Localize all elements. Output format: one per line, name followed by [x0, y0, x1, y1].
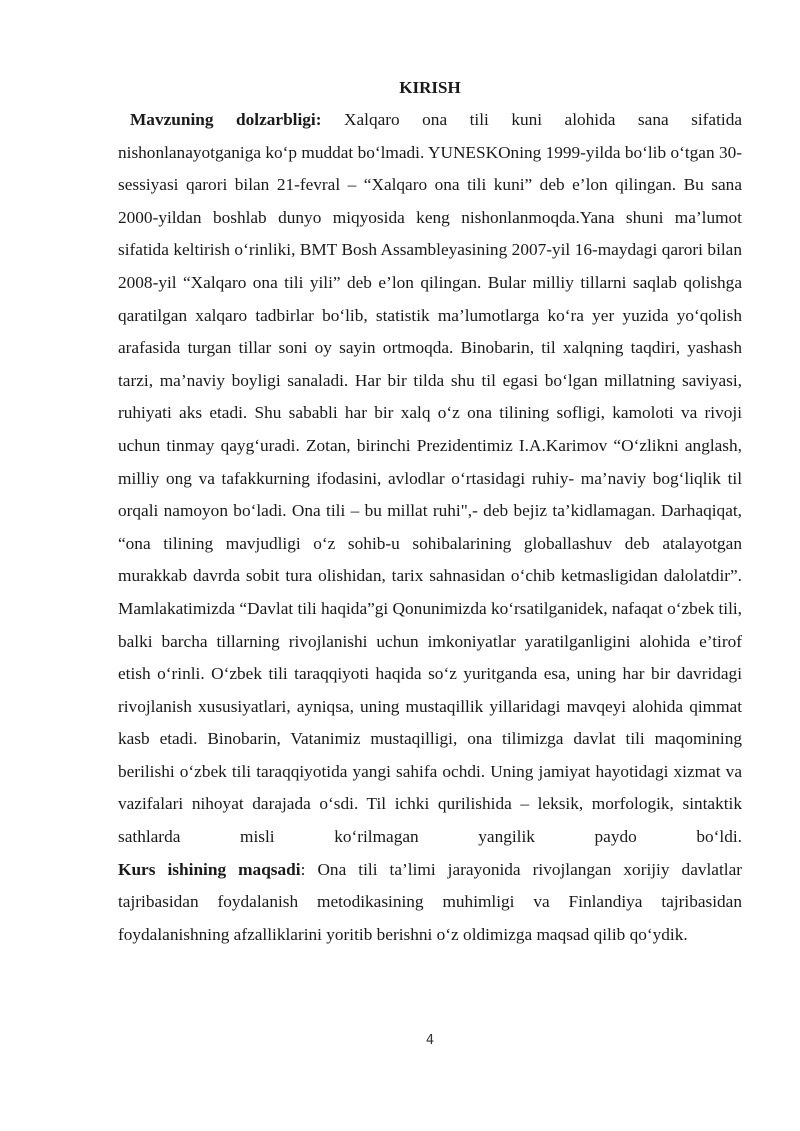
relevance-lead: Mavzuning dolzarbligi: — [130, 110, 322, 129]
purpose-paragraph — [118, 854, 742, 952]
relevance-text: Xalqaro ona tili kuni alohida sana sifatida nishonlanayotganiga ko‘p muddat bo‘lmadi. YUNESKOning 1999-yilda bo‘lib o‘tgan 30-sessiyasi qarori bilan 21-fevral – “Xalqaro ona tili kuni” deb e’lon qilingan. Bu sana 2000-yildan boshlab dunyo miqyosida keng nishonlanmoqda.Yana shuni ma’lumot sifatida keltirish o‘rinliki, BMT Bosh Assambleyasining 2007-yil 16-maydagi qarori bilan 2008-yil “Xalqaro ona tili yili” deb e’lon qilingan. Bular milliy tillarni saqlab qolishga qaratilgan xalqaro tadbirlar bo‘lib, statistik ma’lumotlarga ko‘ra yer yuzida yo‘qolish arafasida turgan tillar soni oy sayin ortmoqda. Binobarin, til xalqning taqdiri, yashash tarzi, ma’naviy boyligi sanaladi. Har bir tilda shu til egasi bo‘lgan millatning saviyasi, ruhiyati aks etadi. Shu sababli har bir xalq o‘z ona tilining sofligi, kamoloti va rivoji uchun tinmay qayg‘uradi. Zotan, birinchi Prezidentimiz I.A.Karimov “O‘zlikni anglash, milliy ong va tafakkurning ifodasini, avlodlar o‘rtasidagi ruhiy- ma’naviy bog‘liqlik til orqali namoyon bo‘ladi. Ona tili – bu millat ruhi",- deb bejiz ta’kidlamagan. Darhaqiqat, “ona tilining mavjudligi o‘z sohib-u sohibalarining globallashuv deb atalayotgan murakkab davrda sobit tura olishidan, tarix sahnasidan o‘chib ketmasligidan dalolatdir”. Mamlakatimizda “Davlat tili haqida”gi Qonunimizda ko‘rsatilganidek, nafaqat o‘zbek tili, balki barcha tillarning rivojlanishi uchun imkoniyatlar yaratilganligini alohida e’tirof etish o‘rinli. O‘zbek tili taraqqiyoti haqida so‘z yuritganda esa, uning har bir davridagi rivojlanish xususiyatlari, ayniqsa, uning mustaqillik yillaridagi mavqeyi alohida qimmat kasb etadi. Binobarin, Vatanimiz mustaqilligi, ona tilimizga davlat tili maqomining berilishi o‘zbek tili taraqqiyotida yangi sahifa ochdi. Uning jamiyat hayotidagi xizmat va vazifalari nihoyat darajada o‘sdi. Til ichki qurilishida – leksik, morfologik, sintaktik sathlarda misli ko‘rilmagan yangilik paydo bo‘ldi. — [118, 110, 743, 847]
purpose-text: : Ona tili ta’limi jarayonida rivojlangan xorijiy davlatlar tajribasidan foydalanish metodikasining muhimligi va Finlandiya tajribasidan foydalanishning afzalliklarini yoritib berishni o‘z oldimizga maqsad qilib qo‘ydik. — [118, 859, 742, 944]
document-page — [118, 72, 742, 951]
purpose-lead: Kurs ishining maqsadi — [118, 859, 301, 879]
page-number: 4 — [425, 1033, 435, 1048]
relevance-paragraph — [118, 104, 742, 854]
section-heading: KIRISH — [399, 78, 461, 97]
